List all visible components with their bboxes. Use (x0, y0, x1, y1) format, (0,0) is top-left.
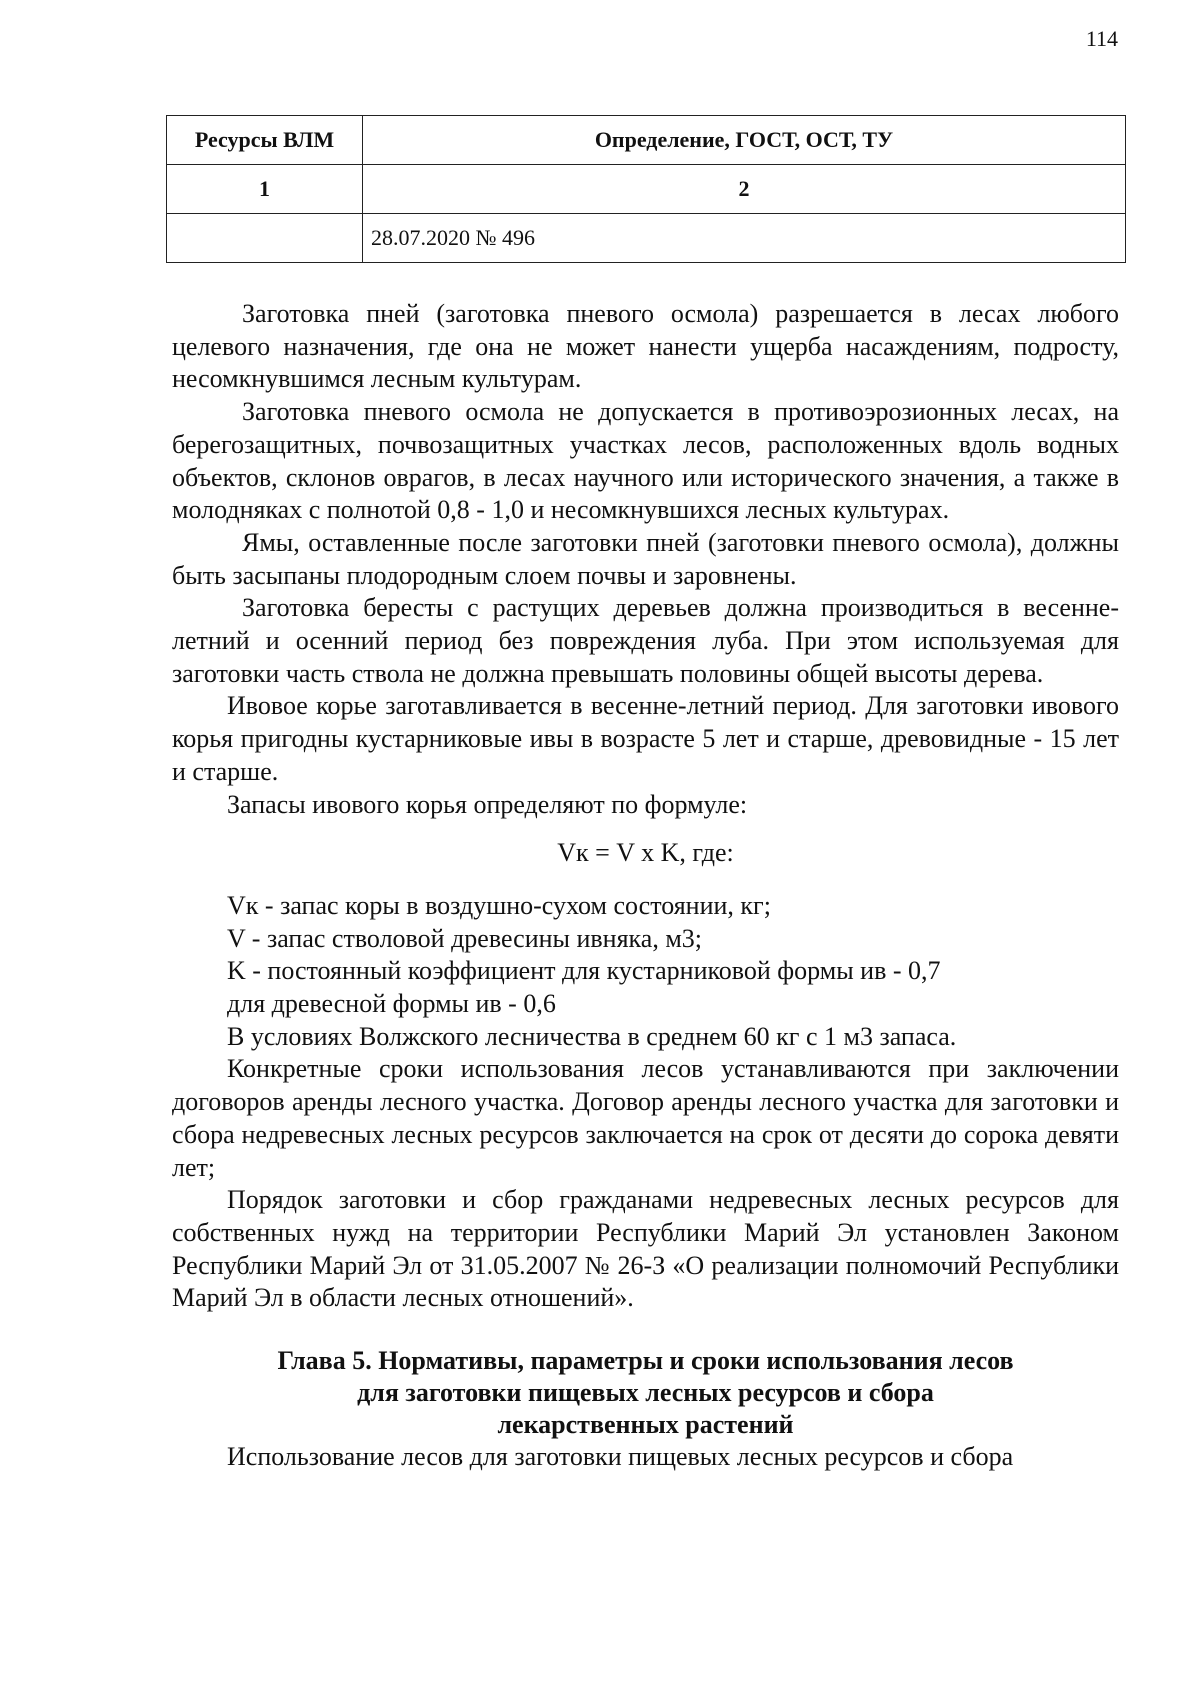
chapter-heading-line: Глава 5. Нормативы, параметры и сроки использования лесов (277, 1346, 1014, 1376)
chapter-heading (172, 1345, 1119, 1441)
body-text (172, 298, 1119, 1474)
paragraph: Ивовое корье заготавливается в весенне-летний период. Для заготовки ивового корья пригодны кустарниковые ивы в возрасте 5 лет и старше, древовидные - 15 лет и старше. (172, 691, 1119, 786)
paragraph: Конкретные сроки использования лесов устанавливаются при заключении договоров аренды лесного участка. Договор аренды лесного участка для заготовки и сбора недревесных лесных ресурсов заключается на срок от десяти до сорока девяти лет; (172, 1054, 1119, 1182)
formula-legend-item: Vк - запас коры в воздушно-сухом состоянии, кг; (227, 890, 771, 920)
paragraph: Заготовка пней (заготовка пневого осмола) разрешается в лесах любого целевого назначения, где она не может нанести ущерба насаждениям, подросту, несомкнувшимся лесным культурам. (172, 299, 1119, 394)
paragraph: Заготовка бересты с растущих деревьев должна производиться в весенне-летний и осенний период без повреждения луба. При этом используемая для заготовки часть ствола не должна превышать половины общей высоты дерева. (172, 593, 1119, 688)
chapter-heading-line: лекарственных растений (497, 1410, 794, 1440)
resources-table (166, 115, 1126, 263)
table-cell (167, 214, 363, 263)
table-row (167, 214, 1126, 263)
paragraph: Запасы ивового корья определяют по формуле: (227, 789, 748, 819)
table-numbering-cell: 1 (167, 165, 363, 214)
paragraph: Заготовка пневого осмола не допускается в противоэрозионных лесах, на берегозащитных, почвозащитных участках лесов, расположенных вдоль водных объектов, склонов оврагов, в лесах научного или исторического значения, а также в молодняках с полнотой 0,8 - 1,0 и несомкнувшихся лесных культурах. (172, 397, 1119, 525)
chapter-heading-line: для заготовки пищевых лесных ресурсов и сбора (357, 1378, 934, 1408)
page-number: 114 (1085, 26, 1118, 51)
formula-legend-item: V - запас стволовой древесины ивняка, м3; (227, 923, 703, 953)
formula: Vк = V х K, где: (557, 838, 734, 868)
formula-legend-item: K - постоянный коэффициент для кустарниковой формы ив - 0,7 (227, 956, 941, 986)
table-header-cell: Ресурсы ВЛМ (167, 116, 363, 165)
formula-legend-item: В условиях Волжского лесничества в среднем 60 кг с 1 м3 запаса. (227, 1021, 957, 1051)
paragraph: Ямы, оставленные после заготовки пней (заготовки пневого осмола), должны быть засыпаны плодородным слоем почвы и заровнены. (172, 527, 1119, 590)
formula-legend-item: для древесной формы ив - 0,6 (227, 989, 556, 1019)
table-numbering-row (167, 165, 1126, 214)
paragraph: Порядок заготовки и сбор гражданами недревесных лесных ресурсов для собственных нужд на территории Республики Марий Эл установлен Законом Республики Марий Эл от 31.05.2007 № 26-З «О реализации полномочий Республики Марий Эл в области лесных отношений». (172, 1185, 1119, 1313)
table-header-cell: Определение, ГОСТ, ОСТ, ТУ (363, 116, 1126, 165)
table-numbering-cell: 2 (363, 165, 1126, 214)
table-header-row (167, 116, 1126, 165)
paragraph: Использование лесов для заготовки пищевых лесных ресурсов и сбора (227, 1442, 1014, 1472)
table-cell: 28.07.2020 № 496 (363, 214, 1126, 263)
